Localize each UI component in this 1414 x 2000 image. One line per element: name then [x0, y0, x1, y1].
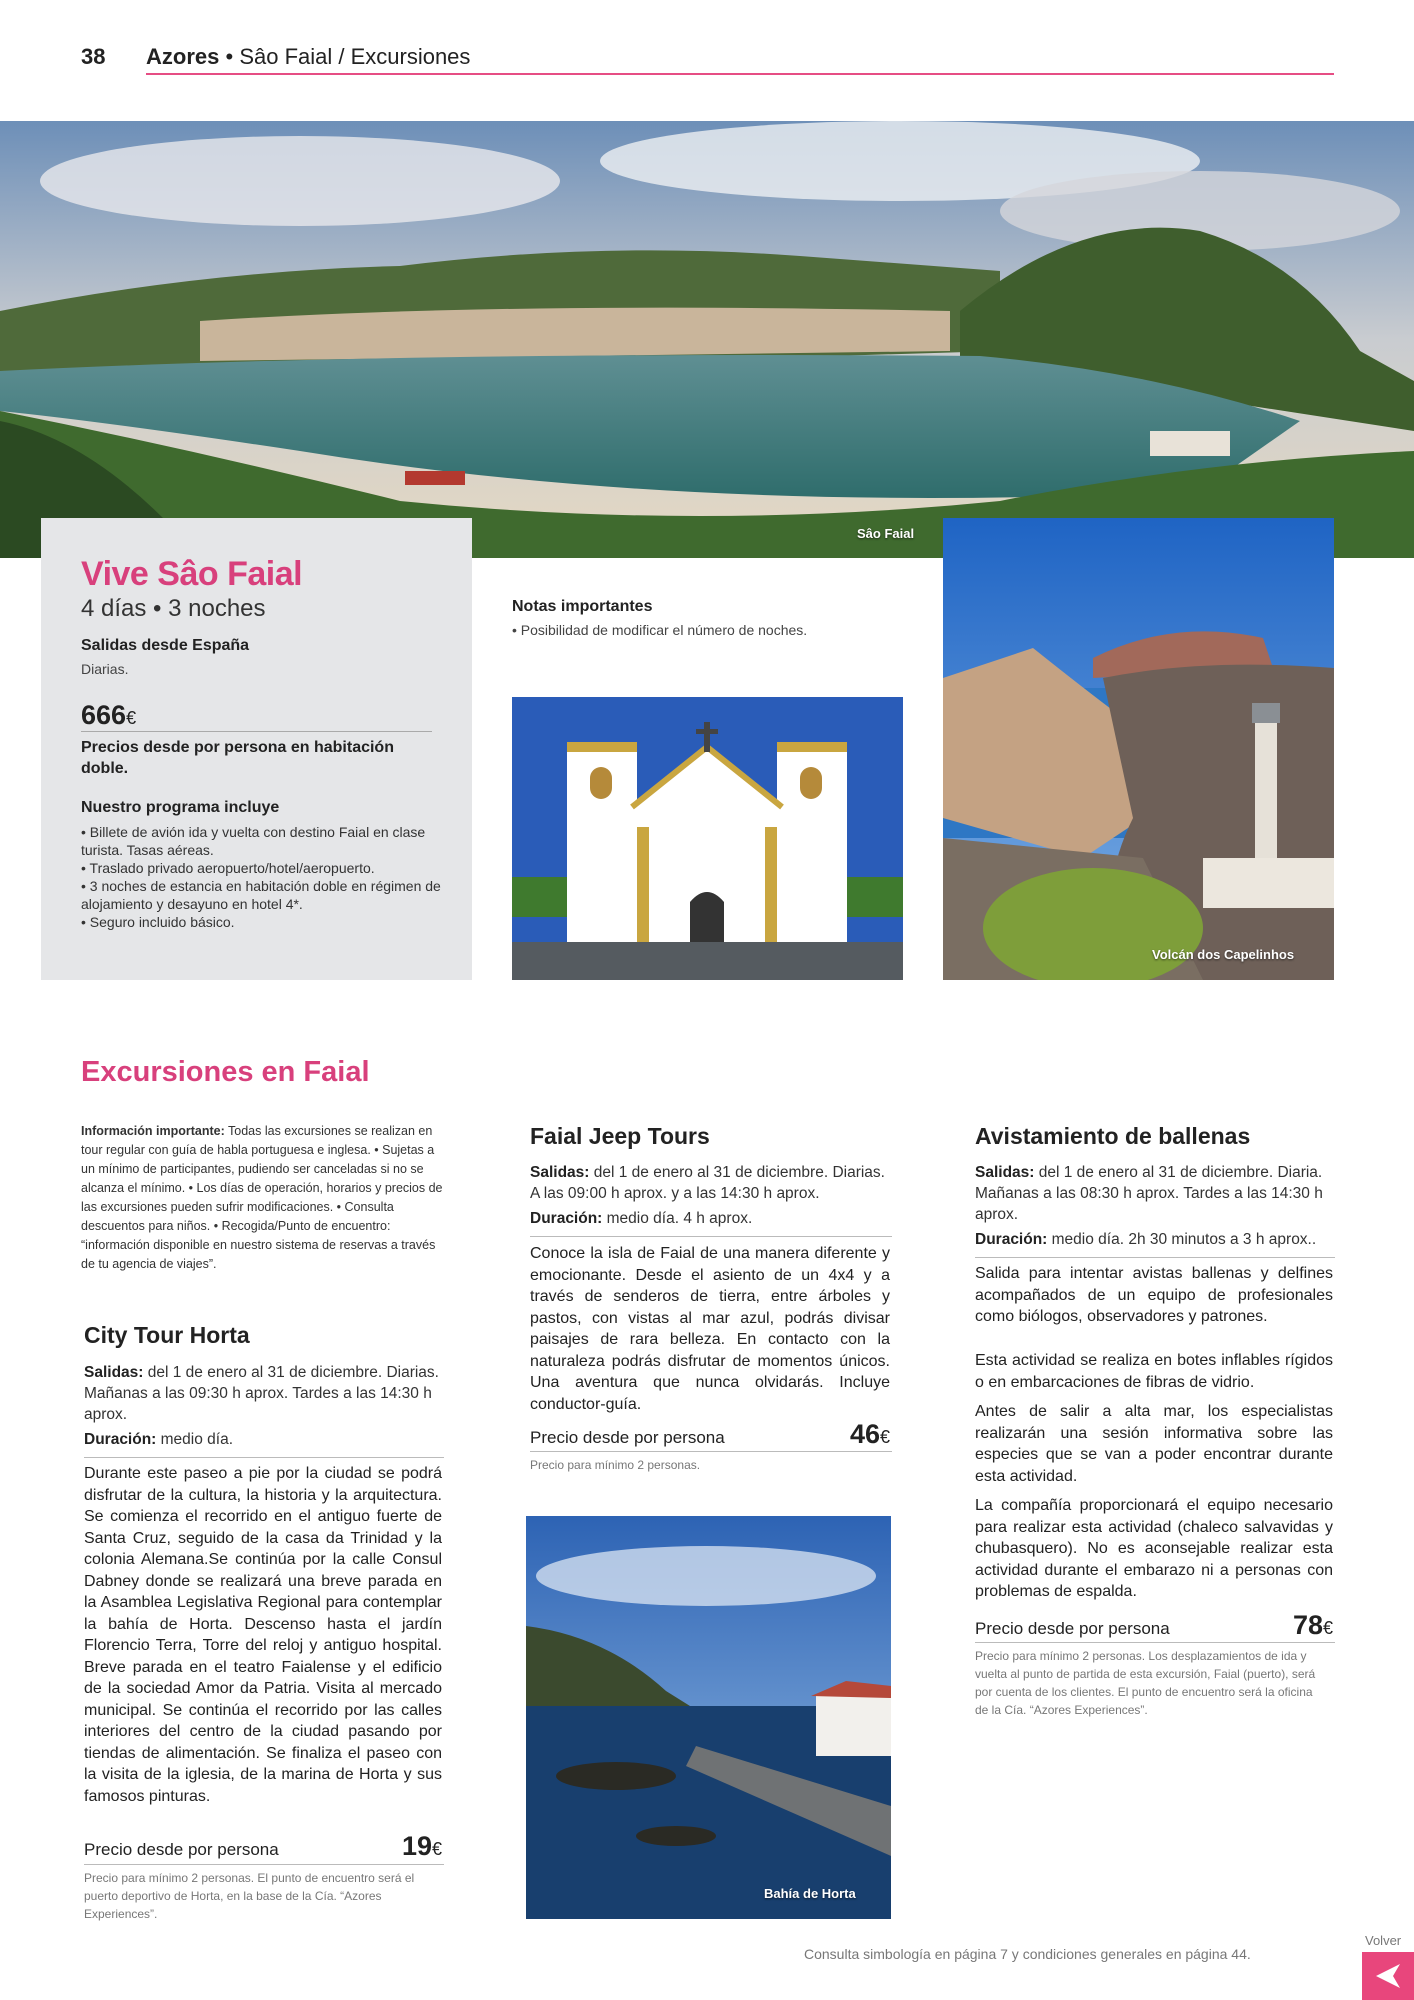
horta-caption: Bahía de Horta [764, 1886, 856, 1901]
whale-watching-price-value: 78 [1292, 1610, 1323, 1640]
divider [84, 1457, 444, 1458]
city-tour-title: City Tour Horta [84, 1322, 250, 1348]
program-list [81, 823, 441, 931]
header-separator: • [225, 44, 234, 69]
jeep-tour-price-note: Precio para mínimo 2 personas. [530, 1458, 701, 1472]
program-heading: Nuestro programa incluye [81, 799, 280, 816]
city-tour-price-value: 19 [401, 1831, 432, 1861]
whale-watching-price-currency: € [1322, 1618, 1333, 1638]
salidas-label: Salidas: [975, 1164, 1035, 1181]
duracion-label: Duración: [530, 1210, 603, 1227]
jeep-tour-price-label: Precio desde por persona [530, 1428, 725, 1447]
package-price-note: Precios desde por persona en habitación doble. [81, 739, 394, 777]
city-tour-duracion-text: medio día. [156, 1431, 234, 1448]
jeep-tour-price [810, 1419, 890, 1450]
page-number: 38 [81, 44, 106, 69]
whale-watching-body-4: La compañía proporcionará el equipo necesario para realizar esta actividad (chaleco salvavidas y chubasquero). No es aconsejable realizar esta actividad durante el embarazo ni a personas con problemas de espalda. [975, 1497, 1333, 1600]
whale-watching-price [1253, 1610, 1333, 1641]
page-header-title [146, 44, 470, 70]
excursions-section-title: Excursiones en Faial [81, 1056, 370, 1088]
header-region: Azores [146, 44, 220, 69]
jeep-tour-body: Conoce la isla de Faial de una manera diferente y emocionante. Desde el asiento de un 4x4 y a través de senderos de tierra, entre árboles y pastos, con vistas al mar azul, podrás divisar paisajes de rara belleza. En contacto con la naturaleza podrás disfrutar de momentos únicos. Una aventura que nunca olvidarás. Incluye conductor-guía. [530, 1245, 890, 1413]
important-info [81, 1122, 443, 1274]
whale-watching-salidas [975, 1162, 1333, 1225]
city-tour-price [362, 1831, 442, 1862]
whale-watching-duracion [975, 1229, 1333, 1250]
whale-watching-salidas-text: del 1 de enero al 31 de diciembre. Diaria. Mañanas a las 08:30 h aprox. Tardes a las 14:30 h aprox. [975, 1164, 1323, 1223]
whale-watching-price-label: Precio desde por persona [975, 1619, 1170, 1638]
departures-heading: Salidas desde España [81, 637, 250, 654]
whale-watching-duracion-text: medio día. 2h 30 minutos a 3 h aprox.. [1047, 1231, 1317, 1248]
hero-photo-sao-faial [0, 121, 1414, 558]
departures-value: Diarias. [81, 661, 129, 677]
header-section: Sâo Faial / Excursiones [239, 44, 471, 69]
important-text: Todas las excursiones se realizan en tour regular con guía de habla portuguesa e inglesa. • Sujetas a un mínimo de participantes, pudiendo ser canceladas si no se alcanza el mínimo. • Los días de operación, horarios y precios de las excursiones pueden sufrir modificaciones. • Consulta descuentos para niños. • Recogida/Punto de encuentro: “información disponible en nuestro sistema de reservas a través de tu agencia de viajes”. [81, 1124, 443, 1271]
jeep-tour-duracion-text: medio día. 4 h aprox. [602, 1210, 753, 1227]
back-label[interactable]: Volver [1365, 1933, 1402, 1948]
program-item: • Traslado privado aeropuerto/hotel/aeropuerto. [81, 860, 375, 876]
back-button[interactable] [1362, 1952, 1414, 2000]
package-duration: 4 días • 3 noches [81, 595, 266, 622]
duracion-label: Duración: [84, 1431, 157, 1448]
city-tour-salidas-text: del 1 de enero al 31 de diciembre. Diarias. Mañanas a las 09:30 h aprox. Tardes a las 14:30 h aprox. [84, 1364, 439, 1423]
jeep-tour-title: Faial Jeep Tours [530, 1123, 710, 1149]
church-photo [512, 697, 903, 980]
package-price-currency: € [126, 708, 137, 728]
divider [84, 1864, 444, 1865]
whale-watching-body-1: Salida para intentar avistas ballenas y delfines acompañados de un equipo de profesionales como biólogos, observadores y patrones. [975, 1265, 1333, 1325]
important-label: Información importante: [81, 1124, 225, 1138]
footer-note: Consulta simbología en página 7 y condiciones generales en página 44. [804, 1946, 1251, 1962]
jeep-tour-price-value: 46 [849, 1419, 880, 1449]
program-item: • Billete de avión ida y vuelta con destino Faial en clase turista. Tasas aéreas. [81, 824, 426, 858]
program-item: • Seguro incluido básico. [81, 914, 235, 930]
salidas-label: Salidas: [530, 1164, 590, 1181]
horta-bay-photo [526, 1516, 891, 1919]
jeep-tour-salidas-text: del 1 de enero al 31 de diciembre. Diarias. A las 09:00 h aprox. y a las 14:30 h aprox. [530, 1164, 885, 1202]
package-price-value: 666 [81, 700, 127, 730]
divider [975, 1642, 1335, 1643]
price-rule [81, 731, 432, 732]
program-item: • 3 noches de estancia en habitación doble en régimen de alojamiento y desayuno en hotel 4*. [81, 878, 441, 912]
duracion-label: Duración: [975, 1231, 1048, 1248]
whale-watching-body-2: Esta actividad se realiza en botes inflables rígidos o en embarcaciones de fibras de vidrio. [975, 1352, 1333, 1391]
city-tour-duracion [84, 1429, 442, 1450]
jeep-tour-price-currency: € [879, 1427, 890, 1447]
hero-caption: Sâo Faial [857, 526, 915, 541]
salidas-label: Salidas: [84, 1364, 144, 1381]
package-title: Vive Sâo Faial [81, 555, 303, 593]
notes-text: • Posibilidad de modificar el número de noches. [512, 622, 808, 638]
capelinhos-caption: Volcán dos Capelinhos [1152, 947, 1295, 962]
package-price [81, 700, 136, 731]
city-tour-price-currency: € [431, 1839, 442, 1859]
jeep-tour-salidas [530, 1162, 890, 1204]
whale-watching-body-3: Antes de salir a alta mar, los especialistas realizarán una sesión informativa sobre las especies que se van a poder encontrar durante esta actividad. [975, 1403, 1333, 1485]
back-arrow-icon [1374, 1963, 1402, 1989]
whale-watching-title: Avistamiento de ballenas [975, 1123, 1251, 1149]
divider [530, 1236, 892, 1237]
notes-heading: Notas importantes [512, 598, 653, 615]
city-tour-body: Durante este paseo a pie por la ciudad se podrá disfrutar de la cultura, la historia y la arquitectura. Se comienza el recorrido en el antiguo fuerte de Santa Cruz, seguido de la casa da Trinidad y la colonia Alemana.Se continúa por la calle Consul Dabney donde se realizará una breve parada en la Asamblea Legislativa Regional para contemplar la bahía de Horta. Descenso hasta el jardín Florencio Terra, Torre del reloj y antiguo hospital. Breve parada en el teatro Faialense y el edificio de la sociedad Amor da Patria. Visita al mercado municipal. Se continúa el recorrido por las calles interiores del centro de la ciudad pasando por tiendas de alimentación. Se finaliza el paseo con la visita de la iglesia, de la marina de Horta y sus famosos pinturas. [84, 1465, 442, 1805]
city-tour-salidas [84, 1362, 442, 1425]
divider [975, 1257, 1335, 1258]
jeep-tour-duracion [530, 1208, 890, 1229]
whale-watching-price-note: Precio para mínimo 2 personas. Los desplazamientos de ida y vuelta al punto de partida de esta excursión, Faial (puerto), será por cuenta de los clientes. El punto de encuentro será la oficina de la Cía. “Azores Experiences”. [975, 1649, 1316, 1717]
header-rule [146, 73, 1334, 75]
city-tour-price-note: Precio para mínimo 2 personas. El punto de encuentro será el puerto deportivo de Horta, en la base de la Cía. “Azores Experiences”. [84, 1871, 415, 1921]
city-tour-price-label: Precio desde por persona [84, 1840, 279, 1859]
capelinhos-photo [943, 518, 1334, 980]
divider [530, 1451, 892, 1452]
